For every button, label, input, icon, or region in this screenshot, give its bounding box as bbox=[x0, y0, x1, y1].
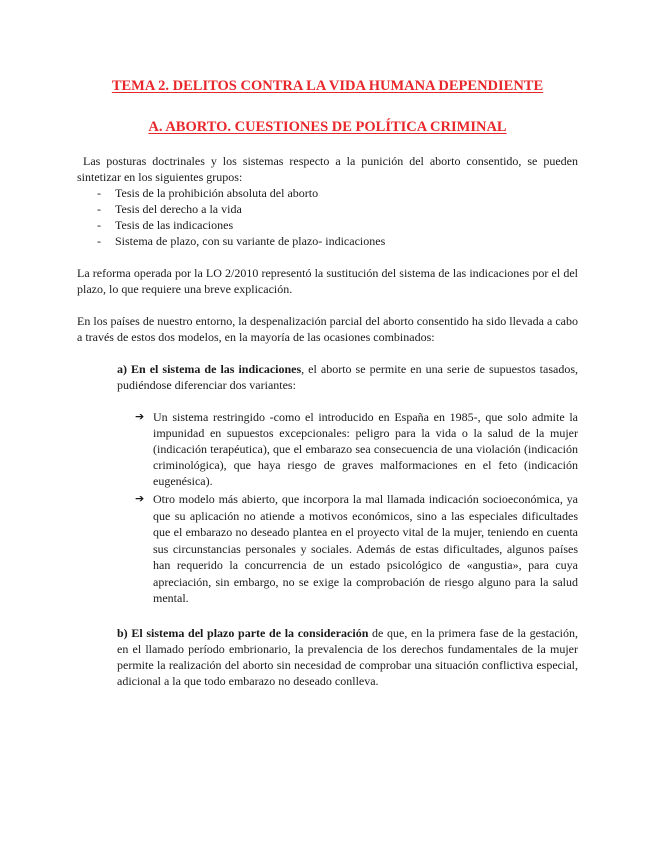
list-item bbox=[135, 409, 578, 489]
section-a-paragraph bbox=[117, 361, 578, 393]
arrow-bullet-icon: ➔ bbox=[135, 410, 145, 423]
list-item-text: Tesis de las indicaciones bbox=[115, 218, 234, 232]
dash-bullet: - bbox=[97, 202, 101, 216]
list-item bbox=[135, 491, 578, 607]
list-item-text: Tesis del derecho a la vida bbox=[115, 202, 242, 216]
dash-bullet: - bbox=[97, 234, 101, 248]
list-item bbox=[77, 233, 578, 249]
list-item bbox=[77, 185, 578, 201]
variant-abierto-text: Otro modelo más abierto, que incorpora la mal llamada indicación socioeconómica, ya que su aplicación no atiende a motivos económicos, sino a las especiales dificultades que el embarazo no deseado plantea en el proyecto vital de la mujer, teniendo en cuenta sus circunstancias personales y sociales. Además de estas dificultades, algunos países han requerido la concurrencia de un estado psicológico de «angustia», para cuya apreciación, sin embargo, no se exige la comprobación de riesgo alguno para la salud mental. bbox=[153, 492, 578, 605]
main-title: TEMA 2. DELITOS CONTRA LA VIDA HUMANA DEPENDIENTE bbox=[111, 78, 544, 94]
theses-list bbox=[77, 185, 578, 249]
list-item bbox=[77, 201, 578, 217]
variant-restringido-text: Un sistema restringido -como el introducido en España en 1985-, que solo admite la impunidad en supuestos excepcionales: peligro para la vida o la salud de la mujer (indicación terapéutica), que el embarazo sea consecuencia de una violación (indicación criminológica), que haya riesgo de graves malformaciones en el feto (indicación eugenésica). bbox=[153, 410, 578, 488]
section-b-paragraph bbox=[117, 625, 578, 689]
section-a-text: , el aborto se permite en una serie de supuestos tasados, pudiéndose diferenciar dos variantes: bbox=[117, 362, 578, 392]
arrow-bullet-icon: ➔ bbox=[135, 492, 145, 505]
section-title: A. ABORTO. CUESTIONES DE POLÍTICA CRIMINAL bbox=[148, 119, 507, 135]
section-a-heading: a) En el sistema de las indicaciones bbox=[117, 362, 302, 376]
list-item bbox=[77, 217, 578, 233]
reforma-paragraph: La reforma operada por la LO 2/2010 representó la sustitución del sistema de las indicaciones por el del plazo, lo que requiere una breve explicación. bbox=[77, 266, 578, 296]
dash-bullet: - bbox=[97, 218, 101, 232]
intro-paragraph: Las posturas doctrinales y los sistemas respecto a la punición del aborto consentido, se pueden sintetizar en los siguientes grupos: bbox=[77, 154, 578, 184]
variants-list bbox=[77, 409, 578, 607]
list-item-text: Sistema de plazo, con su variante de plazo- indicaciones bbox=[115, 234, 386, 248]
section-b-text: de que, en la primera fase de la gestación, en el llamado período embrionario, la prevalencia de los derechos fundamentales de la mujer permite la realización del aborto sin necesidad de comprobar una situación conflictiva especial, adicional a la que todo embarazo no deseado conlleva. bbox=[117, 625, 578, 688]
section-b-heading: b) El sistema del plazo parte de la consideración bbox=[117, 625, 369, 640]
paises-paragraph: En los países de nuestro entorno, la despenalización parcial del aborto consentido ha sido llevada a cabo a través de estos dos modelos, en la mayoría de las ocasiones combinados: bbox=[77, 314, 578, 344]
document-body bbox=[77, 153, 578, 689]
dash-bullet: - bbox=[97, 186, 101, 200]
list-item-text: Tesis de la prohibición absoluta del aborto bbox=[115, 186, 319, 200]
